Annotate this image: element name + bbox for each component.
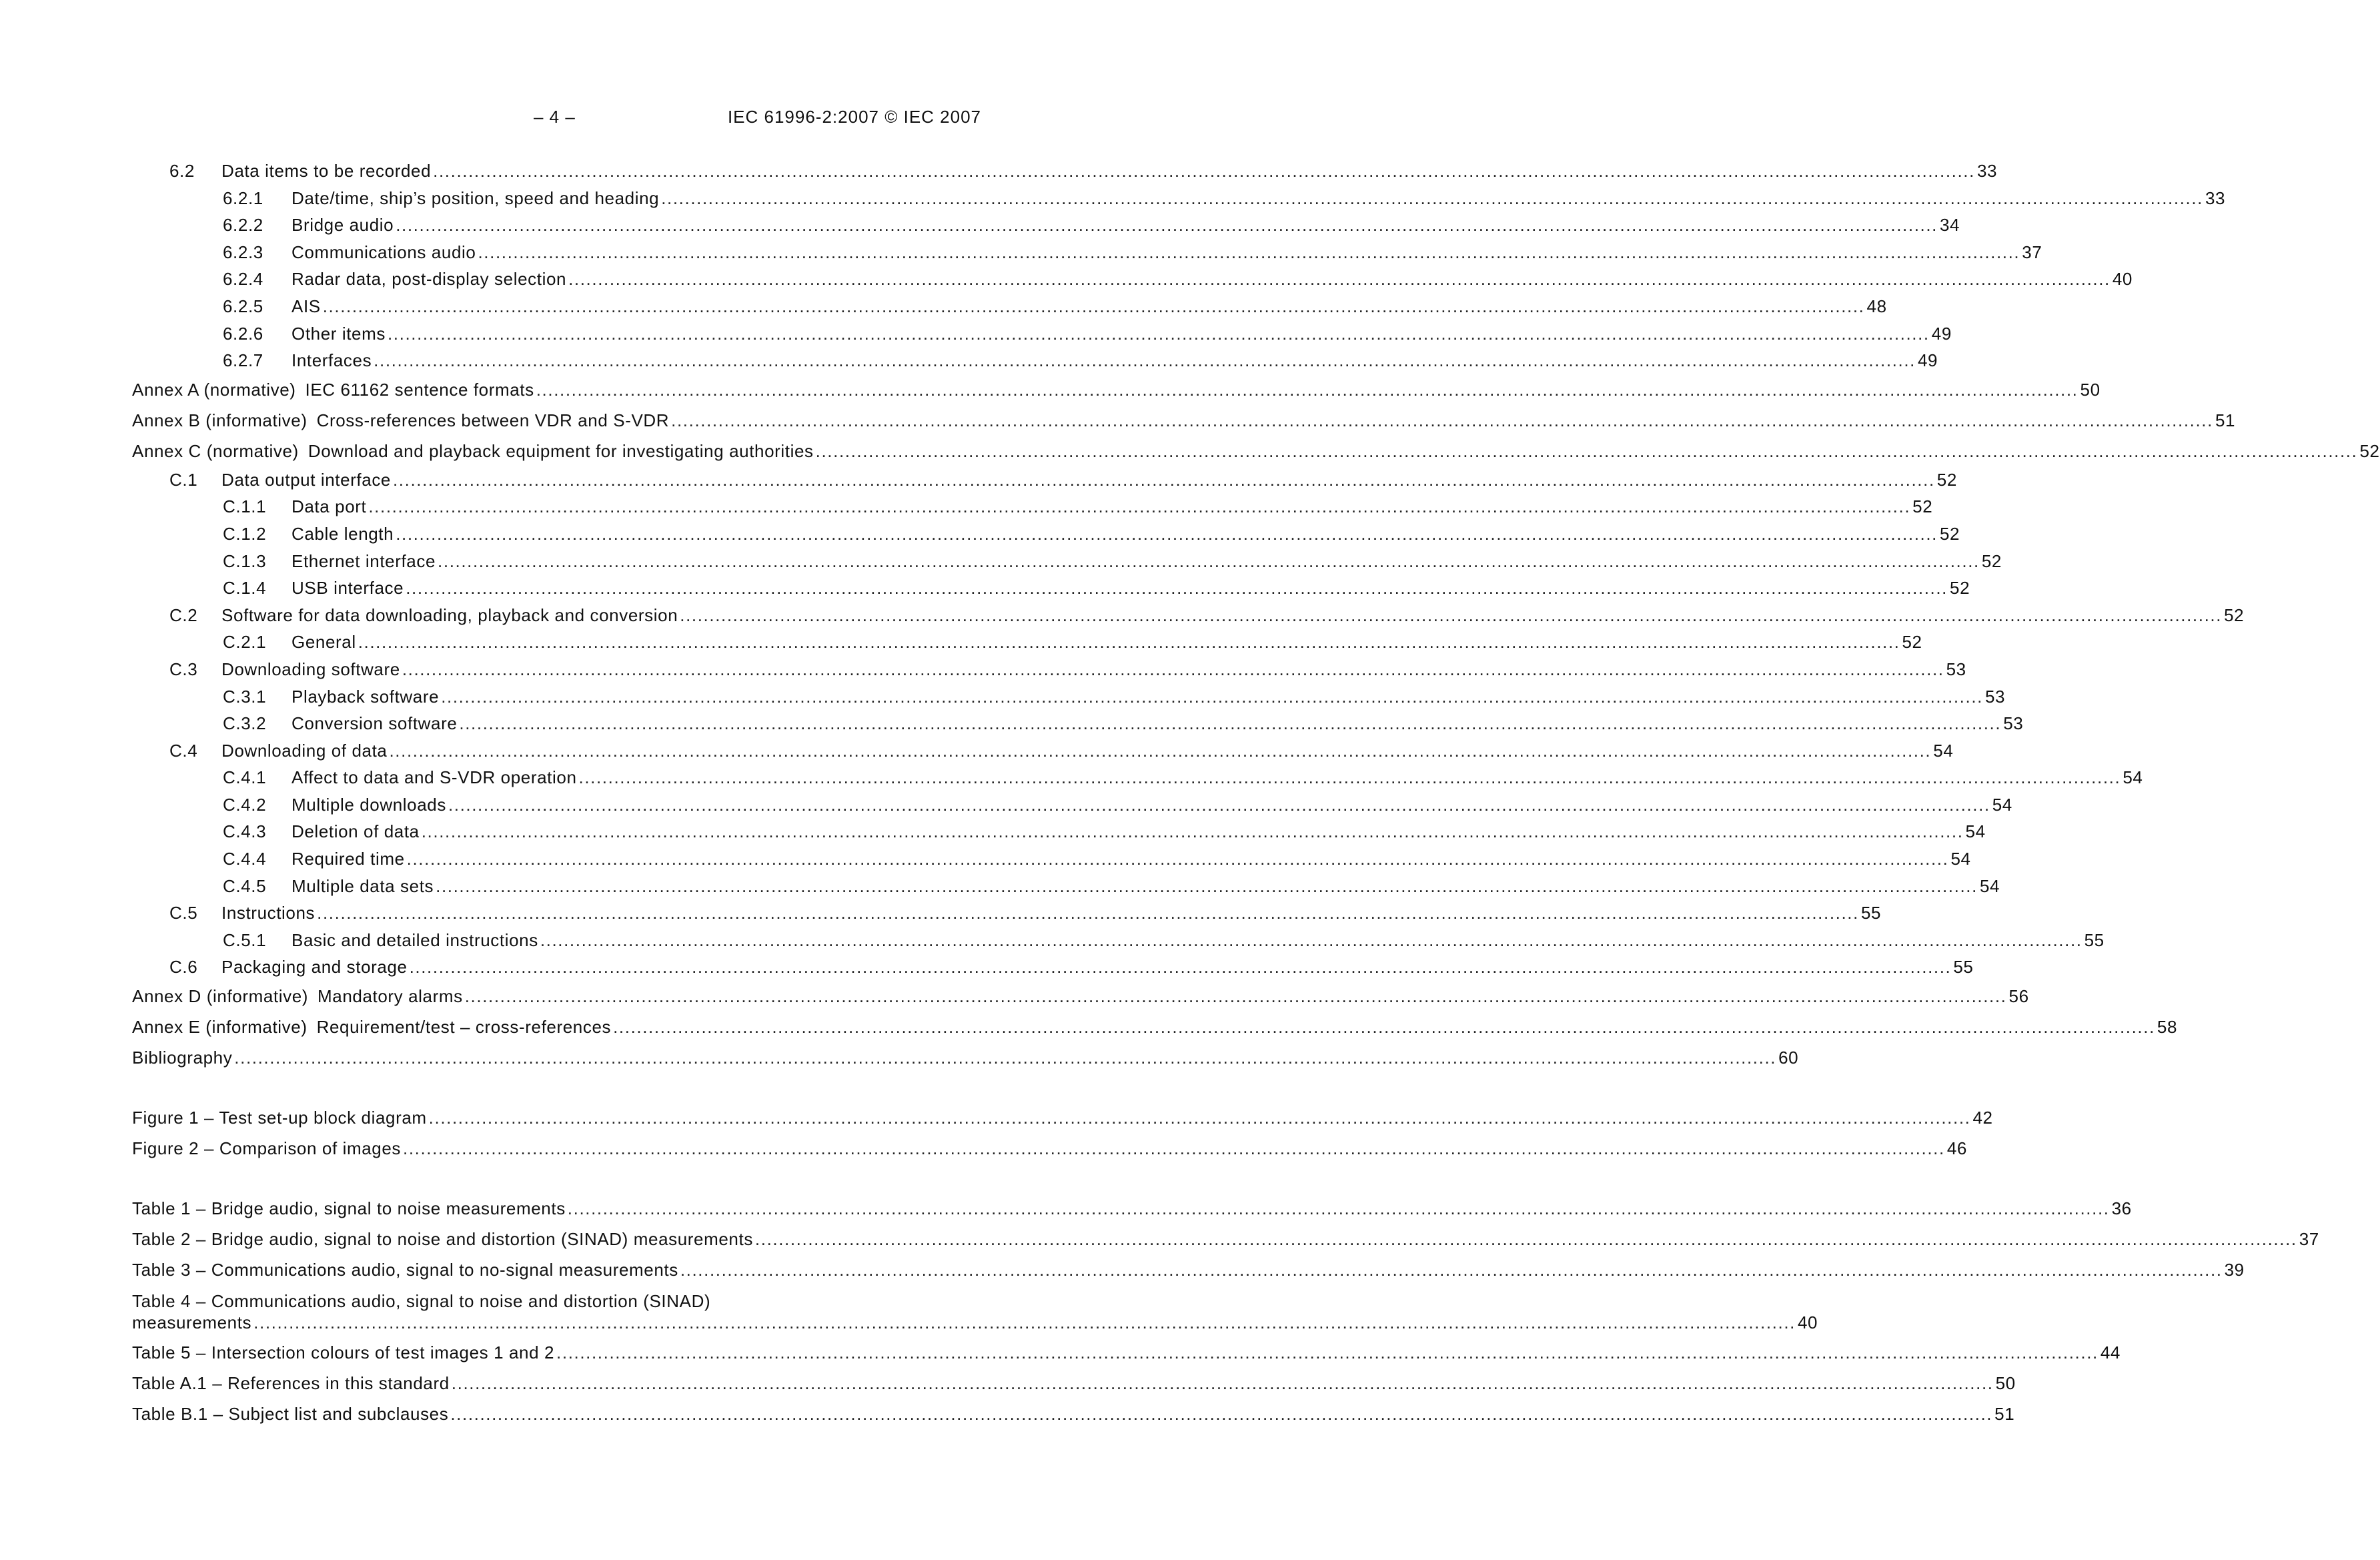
section-number: C.1.4 [223,578,267,599]
section-title: Bridge audio [291,215,394,236]
list-of-tables-item[interactable] [132,1337,2121,1368]
section-title: General [291,632,356,653]
dot-leader: ...................................................................................................................................................................................................................................................................... [396,215,1938,236]
list-of-tables-item[interactable] [132,1224,2319,1254]
page-ref: 53 [1946,659,1966,679]
toc-entry-annex-b[interactable] [132,405,2236,436]
section-title: Radar data, post-display selection [291,269,567,290]
section-title: Data items to be recorded [221,161,432,181]
page-ref: 52 [2224,605,2245,625]
page-ref: 37 [2299,1229,2319,1250]
section-number: 6.2 [169,161,195,181]
bibliography-title: Bibliography [132,1048,233,1068]
page-ref: 55 [1860,903,1882,923]
section-title: Cable length [291,523,394,544]
dot-leader: ...................................................................................................................................................................................................................................................................... [322,296,1865,316]
dot-leader: ...................................................................................................................................................................................................................................................................... [436,875,1978,896]
page-ref: 55 [2084,929,2105,950]
toc-entry-c-4-5[interactable] [132,873,2000,900]
dot-leader: ...................................................................................................................................................................................................................................................................... [478,242,2020,262]
dot-leader: ...................................................................................................................................................................................................................................................................... [613,1017,2155,1038]
toc-entry-6-2-4[interactable] [132,266,2133,293]
page-ref: 44 [2100,1342,2121,1363]
section-title: Ethernet interface [291,550,436,571]
toc-entry-c-4-3[interactable] [132,818,1986,845]
annex-title: Cross-references between VDR and S-VDR [316,410,670,430]
dot-leader: ...................................................................................................................................................................................................................................................................... [536,379,2078,400]
section-title: Playback software [291,686,440,707]
dot-leader: ...................................................................................................................................................................................................................................................................... [396,523,1938,544]
section-title: Data port [291,496,367,517]
section-title: Multiple data sets [291,875,434,896]
table-title: Table A.1 – References in this standard [132,1373,450,1394]
section-number: C.4 [169,740,198,761]
section-number: C.4.4 [223,849,267,869]
dot-leader: ...................................................................................................................................................................................................................................................................... [661,187,2203,208]
dot-leader: ...................................................................................................................................................................................................................................................................... [234,1048,1777,1068]
dot-leader: ...................................................................................................................................................................................................................................................................... [448,794,1990,815]
section-title: Date/time, ship’s position, speed and heading [291,187,660,208]
section-number: C.2.1 [223,632,267,653]
page-ref: 50 [2080,379,2101,400]
list-of-tables-item[interactable] [132,1285,1818,1337]
page-ref: 53 [1984,686,2006,707]
page-ref: 33 [2205,187,2226,208]
dot-leader: ...................................................................................................................................................................................................................................................................... [464,986,2007,1007]
list-of-figures-item[interactable] [132,1133,1967,1164]
toc-entry-c-3-1[interactable] [132,683,2006,711]
section-number: C.5.1 [223,929,267,950]
table-title-continuation: measurements [132,1312,252,1333]
page-ref: 54 [1933,740,1954,761]
page-ref: 37 [2022,242,2042,262]
section-number: C.2 [169,605,198,625]
dot-leader: ...................................................................................................................................................................................................................................................................... [451,1373,1994,1394]
toc-entry-c-1-3[interactable] [132,548,2002,575]
page-ref: 49 [1931,323,1952,344]
section-title: Required time [291,849,405,869]
section-number: C.1.3 [223,550,267,571]
table-title: Table 4 – Communications audio, signal to noise and distortion (SINAD) [132,1291,711,1312]
list-of-tables-item[interactable] [132,1368,2016,1399]
dot-leader: ...................................................................................................................................................................................................................................................................... [389,740,1932,761]
dot-leader: ...................................................................................................................................................................................................................................................................... [578,767,2121,788]
list-of-figures-item[interactable] [132,1102,1993,1133]
section-title: Other items [291,323,386,344]
page-ref: 54 [1992,794,2012,815]
page-ref: 34 [1940,215,1960,236]
section-number: C.5 [169,903,198,923]
list-of-tables-item[interactable] [132,1254,2245,1285]
page-ref: 39 [2224,1260,2245,1280]
section-number: 6.2.5 [223,296,263,316]
dot-leader: ...................................................................................................................................................................................................................................................................... [358,632,1900,653]
section-number: 6.2.6 [223,323,263,344]
toc-entry-c-4-4[interactable] [132,845,1971,873]
dot-leader: ...................................................................................................................................................................................................................................................................... [253,1312,1796,1333]
list-of-tables-item[interactable] [132,1399,2015,1429]
page-number: – 4 – [534,107,576,127]
page-ref: 51 [2215,410,2236,430]
section-title: Instructions [221,903,316,923]
page-ref: 42 [1972,1108,1993,1128]
dot-leader: ...................................................................................................................................................................................................................................................................... [754,1229,2297,1250]
page-ref: 52 [2359,440,2380,461]
page-header [0,107,1103,131]
dot-leader: ...................................................................................................................................................................................................................................................................... [680,605,2223,625]
toc-entry-c-6[interactable] [132,953,1974,981]
section-number: 6.2.2 [223,215,263,236]
annex-title: IEC 61162 sentence formats [305,379,534,400]
section-number: C.1 [169,469,198,490]
toc-entry-c-4-1[interactable] [132,764,2143,791]
section-number: 6.2.4 [223,269,263,290]
page-ref: 52 [1936,469,1957,490]
dot-leader: ...................................................................................................................................................................................................................................................................... [568,269,2111,290]
section-title: AIS [291,296,321,316]
page-ref: 40 [2112,269,2133,290]
page-ref: 58 [2157,1017,2178,1038]
annex-title: Mandatory alarms [318,986,463,1007]
annex-title: Requirement/test – cross-references [316,1017,612,1038]
table-title: Table B.1 – Subject list and subclauses [132,1404,449,1425]
table-title: Table 2 – Bridge audio, signal to noise and distortion (SINAD) measurements [132,1229,753,1250]
table-title: Table 5 – Intersection colours of test images 1 and 2 [132,1342,555,1363]
toc-entry-c-3[interactable] [132,656,1966,683]
annex-label: Annex B (informative) [132,410,308,430]
section-title: Conversion software [291,713,458,734]
page-ref: 49 [1917,350,1938,371]
section-number: C.3.2 [223,713,267,734]
toc-entry-6-2-3[interactable] [132,239,2042,266]
toc-entry-annex-a[interactable] [132,374,2101,405]
toc-entry-c-5[interactable] [132,899,1882,927]
dot-leader: ...................................................................................................................................................................................................................................................................... [680,1260,2223,1280]
section-title: Downloading software [221,659,400,679]
dot-leader: ...................................................................................................................................................................................................................................................................... [433,161,1975,181]
toc-entry-c-2-1[interactable] [132,629,1922,656]
dot-leader: ...................................................................................................................................................................................................................................................................... [815,440,2358,461]
dot-leader: ...................................................................................................................................................................................................................................................................... [406,578,1948,599]
page-ref: 40 [1797,1312,1818,1333]
section-title: Packaging and storage [221,957,408,978]
toc-entry-6-2-5[interactable] [132,293,1887,320]
dot-leader: ...................................................................................................................................................................................................................................................................... [428,1108,1971,1128]
section-number: C.1.1 [223,496,267,517]
annex-label: Annex C (normative) [132,440,299,461]
page-ref: 55 [1953,957,1974,978]
annex-label: Annex D (informative) [132,986,309,1007]
dot-leader: ...................................................................................................................................................................................................................................................................... [421,821,1964,842]
dot-leader: ...................................................................................................................................................................................................................................................................... [406,849,1949,869]
section-number: C.3 [169,659,198,679]
page-ref: 48 [1866,296,1887,316]
annex-title: Download and playback equipment for investigating authorities [308,440,814,461]
section-title: Software for data downloading, playback and conversion [221,605,678,625]
dot-leader: ...................................................................................................................................................................................................................................................................... [671,410,2213,430]
figure-title: Figure 2 – Comparison of images [132,1138,402,1159]
section-title: Interfaces [291,350,372,371]
dot-leader: ...................................................................................................................................................................................................................................................................... [317,903,1859,923]
toc-entry-c-1-2[interactable] [132,520,1960,548]
dot-leader: ...................................................................................................................................................................................................................................................................... [567,1198,2110,1219]
toc-entry-annex-c[interactable] [132,436,2380,466]
annex-label: Annex E (informative) [132,1017,308,1038]
table-of-contents [132,157,2380,1429]
page-ref: 33 [1976,161,1998,181]
dot-leader: ...................................................................................................................................................................................................................................................................... [374,350,1916,371]
dot-leader: ...................................................................................................................................................................................................................................................................... [556,1342,2099,1363]
page-ref: 52 [1981,550,2002,571]
section-title: Downloading of data [221,740,388,761]
page-ref: 46 [1946,1138,1967,1159]
dot-leader: ...................................................................................................................................................................................................................................................................... [392,469,1935,490]
toc-entry-6-2-6[interactable] [132,320,1952,348]
section-number: C.4.5 [223,875,267,896]
dot-leader: ...................................................................................................................................................................................................................................................................... [409,957,1952,978]
annex-label: Annex A (normative) [132,379,296,400]
figure-title: Figure 1 – Test set-up block diagram [132,1108,427,1128]
section-spacer [132,1164,981,1193]
toc-entry-bibliography[interactable] [132,1042,1799,1073]
section-number: C.4.1 [223,767,267,788]
standard-reference: IEC 61996-2:2007 © IEC 2007 [727,107,981,127]
dot-leader: ...................................................................................................................................................................................................................................................................... [403,1138,1945,1159]
toc-entry-c-3-2[interactable] [132,710,2024,737]
section-title: Basic and detailed instructions [291,929,538,950]
list-of-tables-item[interactable] [132,1193,2132,1224]
toc-entry-c-4[interactable] [132,737,1954,765]
page-ref: 52 [1950,578,1970,599]
dot-leader: ...................................................................................................................................................................................................................................................................... [540,929,2082,950]
page-ref: 50 [1995,1373,2016,1394]
page-ref: 52 [1902,632,1922,653]
section-number: C.4.3 [223,821,267,842]
page-ref: 56 [2008,986,2029,1007]
toc-entry-6-2-2[interactable] [132,212,1960,239]
section-number: 6.2.3 [223,242,263,262]
toc-entry-6-2-7[interactable] [132,347,1938,374]
dot-leader: ...................................................................................................................................................................................................................................................................... [459,713,2002,734]
page-ref: 51 [1994,1404,2015,1425]
toc-entry-c-4-2[interactable] [132,791,2012,819]
toc-entry-c-1-1[interactable] [132,493,1933,520]
toc-entry-annex-e[interactable] [132,1012,2178,1042]
table-title: Table 1 – Bridge audio, signal to noise measurements [132,1198,566,1219]
section-number: 6.2.7 [223,350,263,371]
toc-entry-6-2-1[interactable] [132,185,2226,212]
toc-entry-c-1[interactable] [132,466,1957,494]
page-ref: 52 [1912,496,1933,517]
page-ref: 36 [2111,1198,2132,1219]
toc-entry-6-2[interactable] [132,157,1998,185]
dot-leader: ...................................................................................................................................................................................................................................................................... [438,550,1980,571]
section-title: Communications audio [291,242,476,262]
page-ref: 60 [1778,1048,1799,1068]
section-title: Data output interface [221,469,391,490]
section-number: C.4.2 [223,794,267,815]
section-number: C.1.2 [223,523,267,544]
section-title: Affect to data and S-VDR operation [291,767,577,788]
page-ref: 54 [2123,767,2143,788]
dot-leader: ...................................................................................................................................................................................................................................................................... [368,496,1911,517]
dot-leader: ...................................................................................................................................................................................................................................................................... [441,686,1983,707]
toc-entry-c-1-4[interactable] [132,574,1970,602]
section-number: 6.2.1 [223,187,263,208]
page-ref: 54 [1965,821,1986,842]
table-title: Table 3 – Communications audio, signal to no-signal measurements [132,1260,678,1280]
dot-leader: ...................................................................................................................................................................................................................................................................... [450,1404,1993,1425]
section-title: Deletion of data [291,821,420,842]
section-spacer [132,1073,981,1102]
section-number: C.3.1 [223,686,267,707]
section-number: C.6 [169,957,198,978]
page-ref: 54 [1950,849,1971,869]
toc-entry-c-5-1[interactable] [132,927,2105,954]
page-ref: 54 [1979,875,2000,896]
page-ref: 53 [2003,713,2024,734]
toc-entry-c-2[interactable] [132,602,2245,629]
section-title: Multiple downloads [291,794,446,815]
toc-entry-annex-d[interactable] [132,981,2029,1012]
dot-leader: ...................................................................................................................................................................................................................................................................... [402,659,1944,679]
page-ref: 52 [1940,523,1960,544]
table-title-continuation-row [132,1312,1818,1333]
section-title: USB interface [291,578,404,599]
dot-leader: ...................................................................................................................................................................................................................................................................... [387,323,1930,344]
